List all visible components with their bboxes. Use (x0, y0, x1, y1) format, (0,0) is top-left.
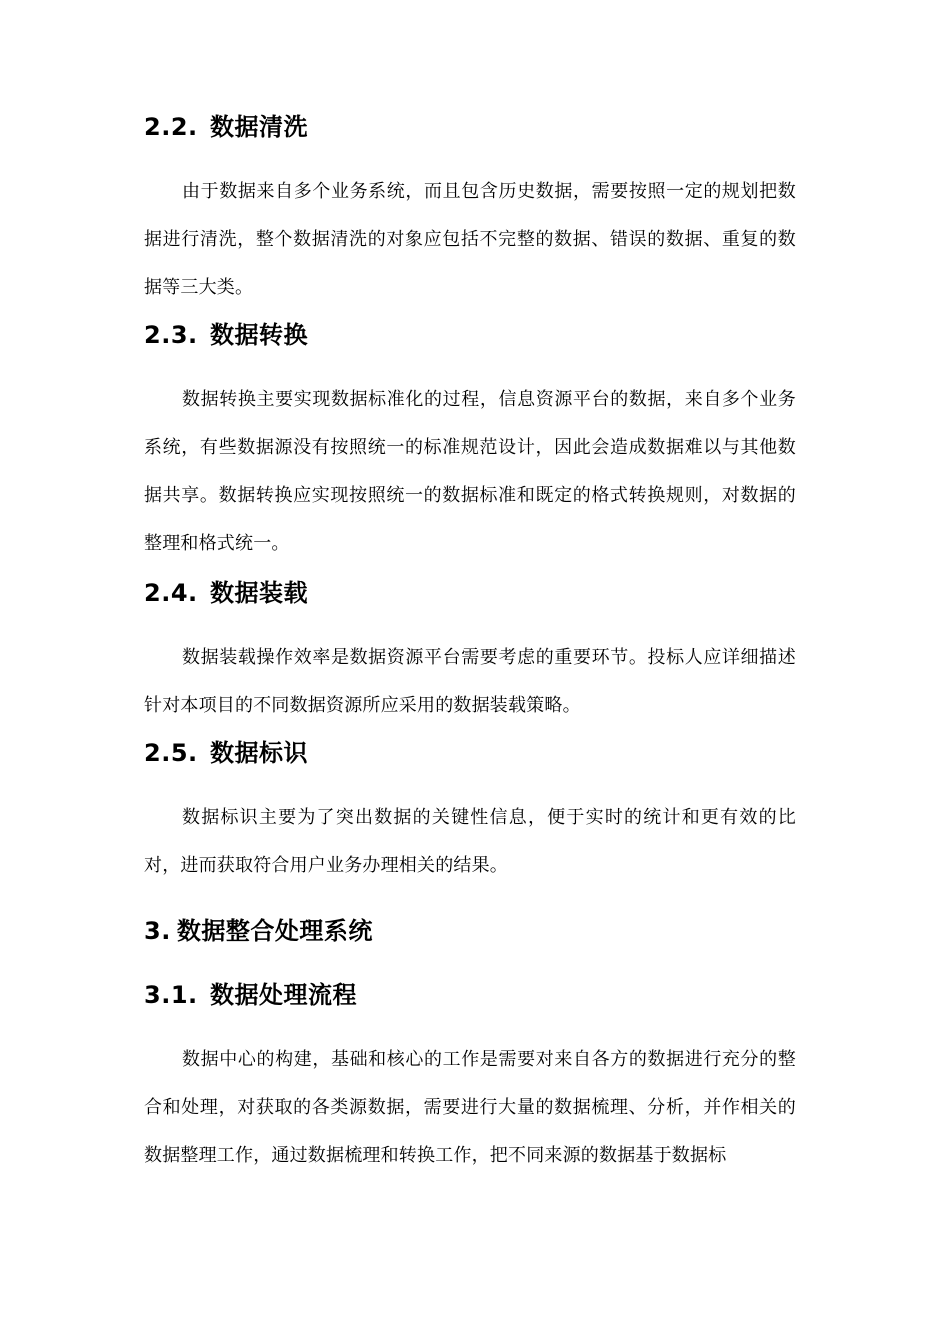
document-content (144, 104, 796, 1180)
heading-3 (144, 908, 796, 954)
paragraph-data-identification: 数据标识主要为了突出数据的关键性信息，便于实时的统计和更有效的比对，进而获取符合用户业务办理相关的结果。 (144, 807, 796, 876)
heading-title: 数据转换 (210, 321, 308, 349)
paragraph-data-conversion: 数据转换主要实现数据标准化的过程，信息资源平台的数据，来自多个业务系统，有些数据源没有按照统一的标准规范设计，因此会造成数据难以与其他数据共享。数据转换应实现按照统一的数据标准和既定的格式转换规则，对数据的整理和格式统一。 (144, 389, 796, 554)
paragraph-data-processing-flow: 数据中心的构建，基础和核心的工作是需要对来自各方的数据进行充分的整合和处理，对获取的各类源数据，需要进行大量的数据梳理、分析，并作相关的数据整理工作，通过数据梳理和转换工作，把不同来源的数据基于数据标 (144, 1049, 796, 1166)
heading-number: 2.4. (144, 579, 198, 607)
heading-number: 3. (144, 917, 171, 945)
paragraph-data-loading: 数据装载操作效率是数据资源平台需要考虑的重要环节。投标人应详细描述针对本项目的不同数据资源所应采用的数据装载策略。 (144, 647, 796, 716)
heading-number: 2.3. (144, 321, 198, 349)
heading-number: 2.5. (144, 739, 198, 767)
heading-title: 数据整合处理系统 (176, 917, 373, 945)
heading-title: 数据处理流程 (210, 981, 357, 1009)
heading-2-2 (144, 104, 796, 150)
paragraph-data-cleaning: 由于数据来自多个业务系统，而且包含历史数据，需要按照一定的规划把数据进行清洗，整个数据清洗的对象应包括不完整的数据、错误的数据、重复的数据等三大类。 (144, 181, 796, 298)
heading-title: 数据装载 (210, 579, 308, 607)
heading-2-3 (144, 312, 796, 358)
heading-number: 3.1. (144, 981, 198, 1009)
heading-title: 数据标识 (210, 739, 308, 767)
heading-2-5 (144, 730, 796, 776)
heading-3-1 (144, 972, 796, 1018)
heading-2-4 (144, 570, 796, 616)
heading-number: 2.2. (144, 113, 198, 141)
heading-title: 数据清洗 (210, 113, 308, 141)
